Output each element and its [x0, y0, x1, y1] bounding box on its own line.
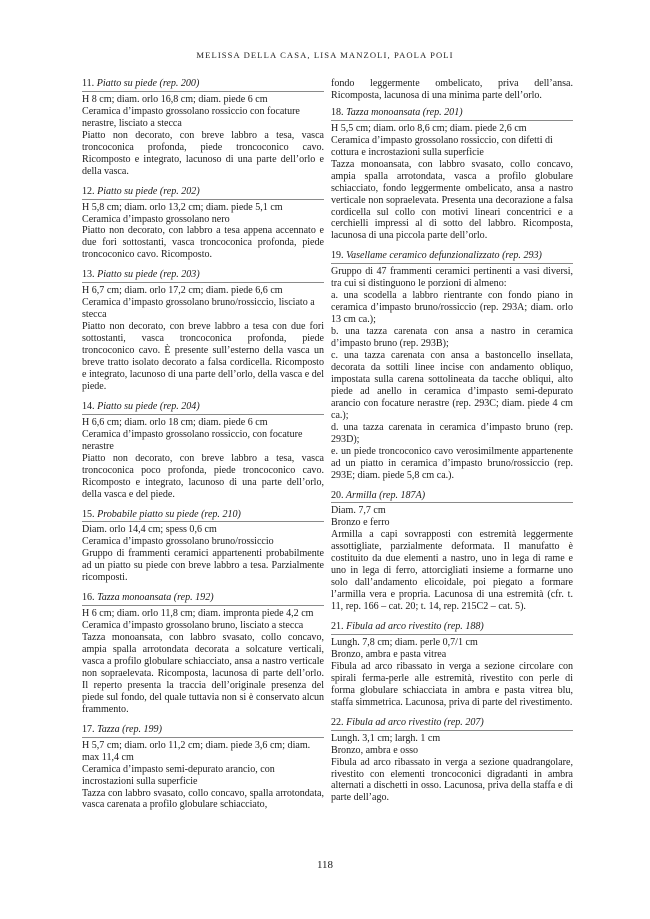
entry-title [82, 269, 324, 283]
entry-description: Gruppo di frammenti ceramici appartenenti probabilmente ad un piatto su piede con breve labbro a tesa. Parzialmente ricomposti. [82, 548, 324, 584]
entry-title-text: Tazza monoansata (rep. 192) [97, 592, 214, 604]
entry-description: Piatto non decorato, con labbro a tesa appena accennato e due fori sottostanti, vasca troncoconica profonda, piede troncoconico cavo. Ricomposto. [82, 225, 324, 261]
entry-list-item: c. una tazza carenata con ansa a bastoncello insellata, decorata da sottili linee incise con andamento obliquo, impostata sulla carena sottolineata da tacche obliqui, alto piede ad anello in ceramica d’impasto semi-depurato arancio con focature nerastre (rep. 293C; diam. piede 4 cm ca.); [331, 350, 573, 421]
entry-number: 15. [82, 508, 95, 520]
entry-title-text: Tazza (rep. 199) [97, 723, 162, 735]
entry-title-text: Vasellame ceramico defunzionalizzato (rep. 293) [346, 250, 542, 262]
catalog-entry [82, 401, 324, 501]
catalog-entry [82, 509, 324, 585]
entry-detail-line: H 6 cm; diam. orlo 11,8 cm; diam. impronta piede 4,2 cm [82, 608, 314, 620]
entry-number: 12. [82, 185, 95, 197]
entry-title [82, 401, 324, 415]
entry-detail-line: Diam. orlo 14,4 cm; spess 0,6 cm [82, 524, 217, 536]
entry-detail-line: Lungh. 3,1 cm; largh. 1 cm [331, 732, 441, 744]
entry-list-item: b. una tazza carenata con ansa a nastro in ceramica d’impasto bruno (rep. 293B); [331, 326, 573, 350]
entry-title [331, 717, 573, 731]
entry-title [82, 509, 324, 523]
entry-description: Fibula ad arco ribassato in verga a sezione quadrangolare, rivestito con elementi troncoconici digradanti in ambra alternati a dischetti in osso. Lacunosa, priva della staffa e di parte dell’ago. [331, 756, 573, 804]
entry-detail-line: H 5,7 cm; diam. orlo 11,2 cm; diam. piede 3,6 cm; diam. max 11,4 cm [82, 739, 311, 763]
catalog-entry [82, 592, 324, 716]
running-header: MELISSA DELLA CASA, LISA MANZOLI, PAOLA POLI [196, 50, 454, 60]
right-column [331, 78, 573, 804]
entry-title-text: Piatto su piede (rep. 202) [97, 185, 200, 197]
entry-title-text: Piatto su piede (rep. 203) [97, 269, 200, 281]
entry-title-text: Piatto su piede (rep. 204) [97, 400, 200, 412]
entry-number: 21. [331, 621, 344, 633]
entry-detail-line: Bronzo, ambra e pasta vitrea [331, 648, 447, 660]
entry-title-text: Armilla (rep. 187A) [345, 489, 426, 501]
entry-title [82, 186, 324, 200]
entry-description: Tazza monoansata, con labbro svasato, collo concavo, ampia spalla arrotondata, vasca a profilo globulare schiacciato, fondo leggermente ombelicato, ansa a nastro verticale non sopraelevata. Presenta una decorazione a falsa cordicella sul collo con motivi lineari concentrici e a cerchielli impressi al di sotto del labbro. Ricomposta, lacunosa di una piccola parte dell’orlo. [331, 158, 573, 242]
entry-title-text: Fibula ad arco rivestito (rep. 207) [346, 716, 484, 728]
catalog-entry [331, 107, 573, 242]
continuation-text: fondo leggermente ombelicato, priva dell’ansa. Ricomposta, lacunosa di una minima parte dell’orlo. [331, 78, 573, 101]
catalog-entry [331, 490, 573, 614]
entry-detail-line: Ceramica d’impasto grossolano nero [82, 213, 230, 225]
entry-number: 20. [331, 489, 344, 501]
entry-title-text: Fibula ad arco rivestito (rep. 188) [346, 621, 484, 633]
entry-number: 22. [331, 716, 344, 728]
catalog-entry [331, 250, 573, 481]
entry-detail-line: H 5,8 cm; diam. orlo 13,2 cm; diam. piede 5,1 cm [82, 201, 283, 213]
entry-title-text: Probabile piatto su piede (rep. 210) [97, 508, 241, 520]
entry-list-item: a. una scodella a labbro rientrante con fondo piano in ceramica d’impasto bruno/rossiccio (rep. 293A; diam. orlo 13 cm ca.); [331, 290, 573, 326]
entry-detail-line: Ceramica d’impasto grossolano rossiccio, con difetti di cottura e incrostazioni sulla superficie [331, 134, 553, 158]
page-number: 118 [316, 859, 334, 871]
entry-description: Piatto non decorato, con breve labbro a tesa, vasca troncoconica profonda, piede troncoconico cavo. Ricomposto e integrato, lacunoso di una parte dell’orlo e della vasca. [82, 129, 324, 177]
entry-title-text: Tazza monoansata (rep. 201) [346, 106, 463, 118]
catalog-entry [82, 186, 324, 262]
entry-title-text: Piatto su piede (rep. 200) [96, 78, 200, 89]
entry-detail-line: H 5,5 cm; diam. orlo 8,6 cm; diam. piede 2,6 cm [331, 122, 527, 134]
entry-number: 16. [82, 592, 95, 604]
entry-title [331, 250, 573, 264]
entry-detail-line: Ceramica d’impasto grossolano rossiccio, con focature nerastre [82, 428, 303, 452]
entry-description: Fibula ad arco ribassato in verga a sezione circolare con spirali ferma-perle alle estremità, rivestito con perle di forma globulare schiacciata in ambra e pasta vitrea blu, staffa simmetrica. Lacunosa, priva di parte del rivestimento. [331, 660, 573, 708]
entry-list-item: d. una tazza carenata in ceramica d’impasto bruno (rep. 293D); [331, 421, 573, 445]
left-column [82, 78, 324, 811]
catalog-entry [82, 78, 324, 178]
entry-description: Tazza monoansata, con labbro svasato, collo concavo, ampia spalla arrotondata decorata a solcature verticali, vasca a profilo globulare schiacciato, ansa a nastro verticale non sopraelevata. Ricomposta, lacunosa di parte dell’orlo. Il reperto presenta la traccia dell’originale presenza del piede sul fondo, del quale tuttavia non si è conservato alcun frammento. [82, 632, 324, 715]
catalog-entry [82, 269, 324, 393]
entry-number: 11. [82, 78, 95, 89]
entry-title [331, 107, 573, 121]
entry-title [331, 490, 573, 504]
entry-detail-line: Ceramica d’impasto semi-depurato arancio, con incrostazioni sulla superficie [82, 763, 275, 787]
entry-detail-line: Ceramica d’impasto grossolano bruno/rossiccio, lisciato a stecca [82, 297, 315, 321]
entry-number: 17. [82, 723, 95, 735]
entry-description: Tazza con labbro svasato, collo concavo, spalla arrotondata, vasca carenata a profilo globulare schiacciato, [82, 787, 324, 811]
entry-detail-line: H 6,7 cm; diam. orlo 17,2 cm; diam. piede 6,6 cm [82, 285, 283, 297]
entry-detail-line: Diam. 7,7 cm [331, 505, 386, 517]
entry-title [82, 78, 324, 92]
entry-description: Armilla a capi sovrapposti con estremità leggermente assottigliate, parzialmente deformata. Il manufatto è costituito da due elementi a nastro, uno in lega di rame e uno in lega di ferro, attorcigliati insieme a formarne uno solo dall’andamento elicoidale, poi piegato a formare l’armilla vera e propria. Lacunosa di una estremità (cfr. t. 11, rep. 166 – cat. 20; t. 14, rep. 215C2 – cat. 5). [331, 529, 573, 613]
entry-detail-line: Lungh. 7,8 cm; diam. perle 0,7/1 cm [331, 636, 478, 648]
catalog-entry [331, 717, 573, 805]
entry-detail-line: Ceramica d’impasto grossolano rossiccio con focature nerastre, lisciato a stecca [82, 105, 300, 129]
entry-detail-line: Bronzo, ambra e osso [331, 744, 419, 756]
entry-detail-line: H 6,6 cm; diam. orlo 18 cm; diam. piede 6 cm [82, 416, 268, 428]
entry-title [331, 621, 573, 635]
entry-number: 19. [331, 250, 344, 262]
entry-number: 14. [82, 400, 95, 412]
entry-description: Piatto non decorato, con breve labbro a tesa con due fori sottostanti, vasca troncoconica profonda, piede troncoconico cavo. È presente sull’esterno della vasca un breve tratto isolato decorato a falsa cordicella. Ricomposto e integrato, lacunoso di una parte dell’orlo, della vasca e del piede. [82, 321, 324, 392]
entry-description: Gruppo di 47 frammenti ceramici pertinenti a vasi diversi, tra cui si distinguono le porzioni di almeno: [331, 266, 573, 290]
entry-detail-line: Ceramica d’impasto grossolano bruno/rossiccio [82, 536, 274, 548]
entry-detail-line: Bronzo e ferro [331, 517, 390, 529]
entry-detail-line: Ceramica d’impasto grossolano bruno, lisciato a stecca [82, 620, 304, 632]
entry-detail-line: H 8 cm; diam. orlo 16,8 cm; diam. piede 6 cm [82, 93, 268, 105]
entry-number: 13. [82, 269, 95, 281]
entry-description: Piatto non decorato, con breve labbro a tesa, vasca troncoconica poco profonda, piede troncoconico cavo. Ricomposto e integrato, lacunoso di una parte dell’orlo, della vasca e del piede. [82, 452, 324, 500]
entry-list-item: e. un piede troncoconico cavo verosimilmente appartenente ad un piatto in ceramica d’impasto bruno/rossiccio (rep. 293E; diam. piede 5,8 cm ca.). [331, 445, 573, 481]
entry-title [82, 592, 324, 606]
catalog-entry [82, 724, 324, 812]
entry-number: 18. [331, 106, 344, 118]
entry-title [82, 724, 324, 738]
catalog-entry [331, 621, 573, 709]
